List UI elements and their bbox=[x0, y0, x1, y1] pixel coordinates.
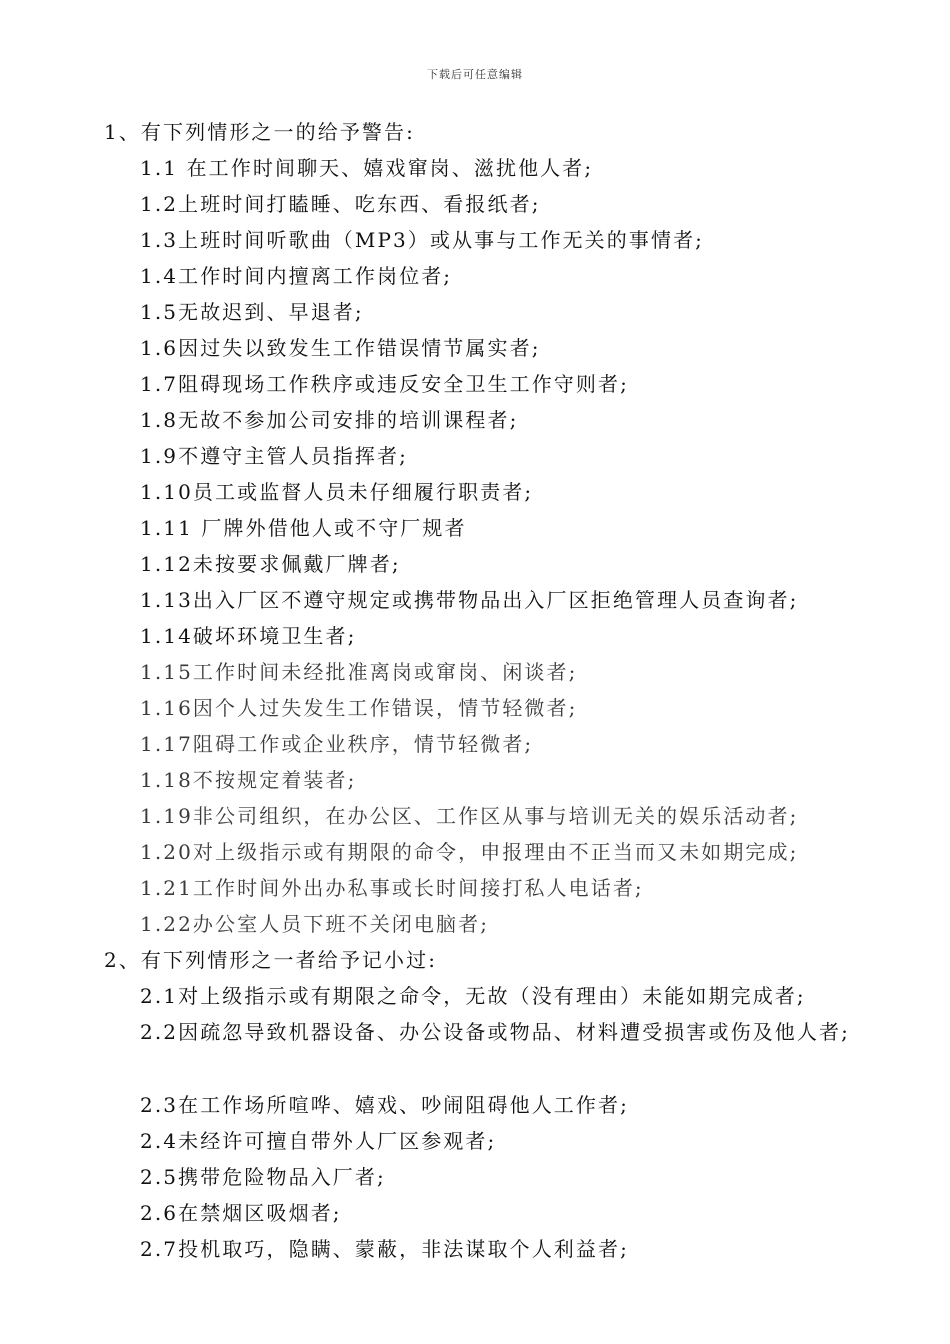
list-item: 1.3上班时间听歌曲（MP3）或从事与工作无关的事情者; bbox=[140, 228, 705, 252]
list-item: 1.21工作时间外出办私事或长时间接打私人电话者; bbox=[140, 876, 644, 900]
list-item: 2.6在禁烟区吸烟者; bbox=[140, 1201, 342, 1225]
section-1-title: 1、有下列情形之一的给予警告: bbox=[104, 120, 415, 144]
list-item: 1.15工作时间未经批准离岗或窜岗、闲谈者; bbox=[140, 660, 578, 684]
list-item: 1.16因个人过失发生工作错误，情节轻微者; bbox=[140, 696, 578, 720]
list-item: 1.2上班时间打瞌睡、吃东西、看报纸者; bbox=[140, 192, 541, 216]
list-item: 1.6因过失以致发生工作错误情节属实者; bbox=[140, 336, 541, 360]
list-item: 1.14破坏环境卫生者; bbox=[140, 624, 357, 648]
list-item: 1.1 在工作时间聊天、嬉戏窜岗、滋扰他人者; bbox=[140, 156, 594, 180]
page-header: 下载后可任意编辑 bbox=[427, 68, 523, 81]
list-item: 2.4未经许可擅自带外人厂区参观者; bbox=[140, 1129, 497, 1153]
list-item: 1.17阻碍工作或企业秩序，情节轻微者; bbox=[140, 732, 534, 756]
list-item: 1.13出入厂区不遵守规定或携带物品出入厂区拒绝管理人员查询者; bbox=[140, 588, 799, 612]
list-item: 2.3在工作场所喧哗、嬉戏、吵闹阻碍他人工作者; bbox=[140, 1093, 629, 1117]
list-item: 2.5携带危险物品入厂者; bbox=[140, 1165, 386, 1189]
list-item: 2.7投机取巧，隐瞒、蒙蔽，非法谋取个人利益者; bbox=[140, 1237, 629, 1261]
list-item: 2.1对上级指示或有期限之命令，无故（没有理由）未能如期完成者; bbox=[140, 984, 806, 1008]
list-item: 1.22办公室人员下班不关闭电脑者; bbox=[140, 912, 490, 936]
section-2-title: 2、有下列情形之一者给予记小过: bbox=[104, 948, 438, 972]
list-item: 1.5无故迟到、早退者; bbox=[140, 300, 364, 324]
list-item: 1.19非公司组织，在办公区、工作区从事与培训无关的娱乐活动者; bbox=[140, 804, 799, 828]
list-item: 2.2因疏忽导致机器设备、办公设备或物品、材料遭受损害或伤及他人者; bbox=[140, 1020, 850, 1044]
list-item: 1.9不遵守主管人员指挥者; bbox=[140, 444, 408, 468]
list-item: 1.4工作时间内擅离工作岗位者; bbox=[140, 264, 453, 288]
list-item: 1.18不按规定着装者; bbox=[140, 768, 357, 792]
list-item: 1.12未按要求佩戴厂牌者; bbox=[140, 552, 401, 576]
list-item: 1.10员工或监督人员未仔细履行职责者; bbox=[140, 480, 534, 504]
list-item: 1.7阻碍现场工作秩序或违反安全卫生工作守则者; bbox=[140, 372, 629, 396]
list-item: 1.8无故不参加公司安排的培训课程者; bbox=[140, 408, 519, 432]
list-item: 1.20对上级指示或有期限的命令，申报理由不正当而又未如期完成; bbox=[140, 840, 799, 864]
list-item: 1.11 厂牌外借他人或不守厂规者 bbox=[140, 516, 467, 540]
